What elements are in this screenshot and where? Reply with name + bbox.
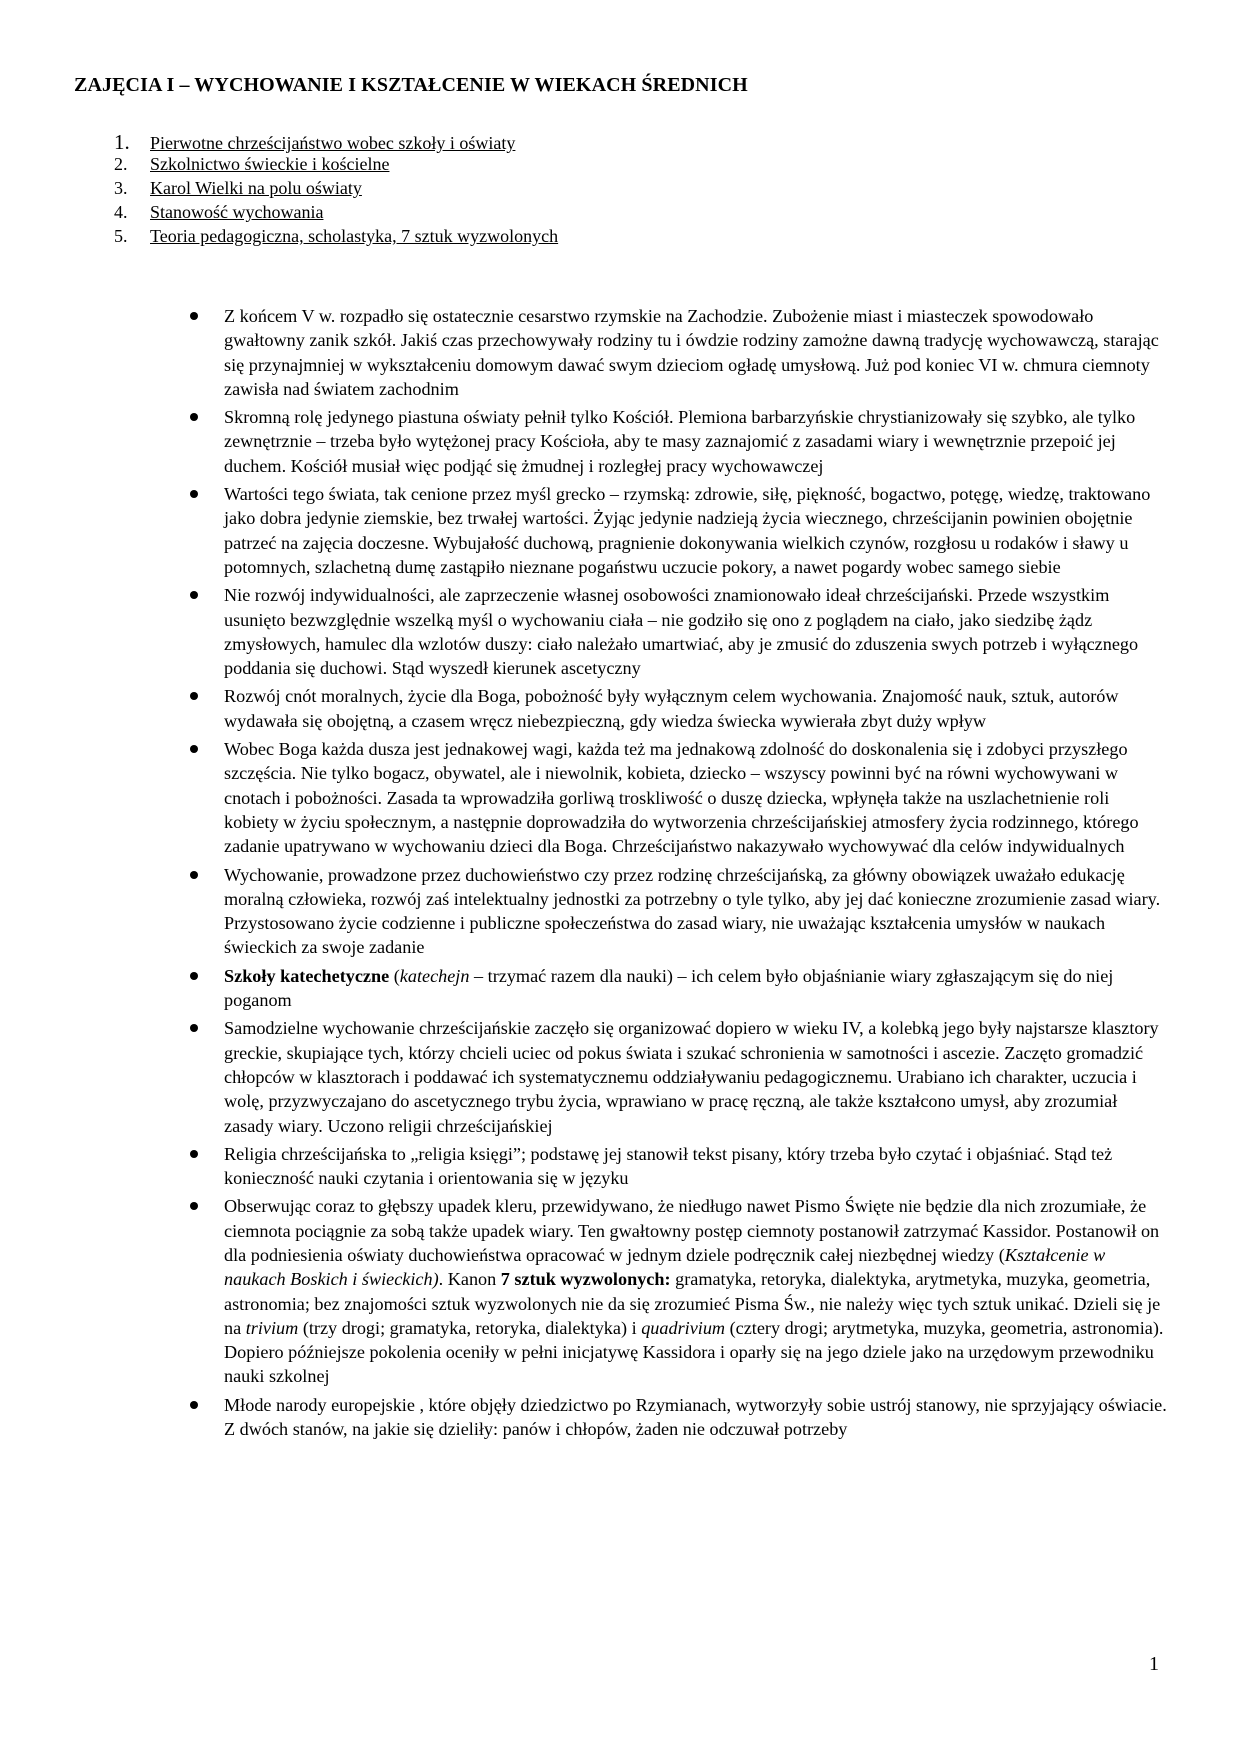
bullet-icon <box>190 1202 198 1210</box>
paragraph-text: Religia chrześcijańska to „religia księgi”; podstawę jej stanowił tekst pisany, który trzeba było czytać i objaśniać. Stąd też konieczność nauki czytania i orientowania się w języku <box>224 1143 1113 1189</box>
bullet-icon <box>190 312 198 320</box>
bullet-icon <box>190 745 198 753</box>
toc-number: 1. <box>114 130 130 154</box>
paragraph-text: trivium <box>245 1317 299 1338</box>
toc-item <box>74 130 774 154</box>
paragraph-text: gramatyka, retoryka, dialektyka, arytmetyka, muzyka, geometria, astronomia; bez znajomości sztuk wyzwolonych nie da się zrozumieć Pisma Św., nie należy więc tych sztuk unikać. Dzieli się je na <box>224 1269 1161 1338</box>
toc-link[interactable]: Stanowość wychowania <box>150 202 324 222</box>
toc-number: 4. <box>114 202 128 222</box>
bullet-icon <box>190 1024 198 1032</box>
toc-link[interactable]: Teoria pedagogiczna, scholastyka, 7 sztuk wyzwolonych <box>150 226 559 246</box>
bullet-icon <box>190 413 198 421</box>
paragraph-text: Skromną rolę jedynego piastuna oświaty pełnił tylko Kościół. Plemiona barbarzyńskie chrystianizowały się szybko, ale tylko zewnętrznie – trzeba było wytężonej pracy Kościoła, aby te masy zaznajomić z zasadami wiary i wewnętrznie przepoić jej duchem. Kościół musiał więc podjąć się żmudnej i rozległej pracy wychowawczej <box>224 407 1136 476</box>
paragraph-text: – trzymać razem dla nauki) – ich celem było objaśnianie wiary zgłaszającym się do niej poganom <box>224 965 1114 1011</box>
paragraph-text: Młode narody europejskie , które objęły dziedzictwo po Rzymianach, wytworzyły sobie ustrój stanowy, nie sprzyjający oświacie. Z dwóch stanów, na jakie się dzieliły: panów i chłopów, żaden nie odczuwał potrzeby <box>224 1394 1167 1440</box>
paragraph-text: katechejn <box>399 965 470 986</box>
bullet-icon <box>190 972 198 980</box>
bullet-paragraph <box>188 1194 1168 1388</box>
paragraph-text: Kształcenie w naukach Boskich i świeckich) <box>224 1244 1106 1290</box>
bullet-paragraph <box>188 304 1168 401</box>
paragraph-text: Z końcem V w. rozpadło się ostatecznie cesarstwo rzymskie na Zachodzie. Zubożenie miast i miasteczek spowodowało gwałtowny zanik szkół. Jakiś czas przechowywały rodziny tu i ówdzie rodziny zamożne dawną tradycję wychowawczą, starając się przynajmniej w wykształceniu domowym dawać swym dzieciom ogładę umysłową. Już pod koniec VI w. chmura ciemnoty zawisła nad światem zachodnim <box>224 306 1159 399</box>
bullet-paragraph <box>188 482 1168 579</box>
paragraph-text: (trzy drogi; gramatyka, retoryka, dialektyka) i <box>298 1317 642 1338</box>
paragraph-text: 7 sztuk wyzwolonych: <box>500 1269 671 1290</box>
bullet-paragraph <box>188 405 1168 478</box>
bullet-paragraph <box>188 684 1168 733</box>
page-title: ZAJĘCIA I – WYCHOWANIE I KSZTAŁCENIE W WIEKACH ŚREDNICH <box>74 74 748 96</box>
toc-item <box>74 202 774 226</box>
bullet-paragraph <box>188 863 1168 960</box>
table-of-contents <box>74 130 774 250</box>
toc-link[interactable]: Pierwotne chrześcijaństwo wobec szkoły i oświaty <box>150 133 516 153</box>
paragraph-text: Rozwój cnót moralnych, życie dla Boga, pobożność były wyłącznym celem wychowania. Znajomość nauk, sztuk, autorów wydawała się obojętną, a czasem wręcz niebezpieczną, gdy wiedza świecka wywierała zbyt duży wpływ <box>224 686 1119 731</box>
paragraph-text: quadrivium <box>641 1317 726 1338</box>
bullet-list <box>188 304 1168 1445</box>
bullet-paragraph <box>188 1016 1168 1137</box>
paragraph-text: Wychowanie, prowadzone przez duchowieństwo czy przez rodzinę chrześcijańską, za główny obowiązek uważało edukację moralną człowieka, rozwój zaś intelektualny jednostki za potrzebny o tyle tylko, aby jej dać konieczne zrozumienie zasad wiary. Przystosowano życie codzienne i publiczne społeczeństwa do zasad wiary, nie uważając kształcenia umysłów w naukach świeckich za swoje zadanie <box>224 864 1161 958</box>
paragraph-text: (cztery drogi; arytmetyka, muzyka, geometria, astronomia). Dopiero późniejsze pokolenia oceniły w pełni inicjatywę Kassidora i oparły się na jego dziele jako na urzędowym przewodniku nauki szkolnej <box>224 1317 1164 1387</box>
bullet-paragraph <box>188 964 1168 1013</box>
toc-number: 3. <box>114 178 128 198</box>
bullet-icon <box>190 692 198 700</box>
bullet-paragraph <box>188 1393 1168 1442</box>
paragraph-text: Wobec Boga każda dusza jest jednakowej wagi, każda też ma jednakową zdolność do doskonalenia się i zdobyci przyszłego szczęścia. Nie tylko bogacz, obywatel, ale i niewolnik, kobieta, dziecko – wszyscy powinni być na równi wychowywani w cnotach i pobożności. Zasada ta wprowadziła gorliwą troskliwość o duszę dziecka, wpłynęła także na uszlachetnienie roli kobiety w życiu społecznym, a następnie doprowadziła do wytworzenia chrześcijańskiej atmosfery życia rodzinnego, którego zadanie upatrywano w wychowaniu dzieci dla Boga. Chrześcijaństwo nakazywało wychowywać dla celów indywidualnych <box>224 739 1139 857</box>
toc-link[interactable]: Szkolnictwo świeckie i kościelne <box>150 154 390 174</box>
bullet-icon <box>190 1150 198 1158</box>
bullet-icon <box>190 871 198 879</box>
toc-item <box>74 226 774 250</box>
paragraph-text: Nie rozwój indywidualności, ale zaprzeczenie własnej osobowości znamionowało ideał chrześcijański. Przede wszystkim usunięto bezwzględnie wszelką myśl o wychowaniu ciała – nie godziło się ono z poglądem na ciało, jako siedzibę żądz zmysłowych, hamulec dla wzlotów duszy: ciało należało umartwiać, aby je zmusić do zduszenia swych potrzeb i wyłącznego poddania się duchowi. Stąd wyszedł kierunek ascetyczny <box>224 585 1139 679</box>
paragraph-text: Wartości tego świata, tak cenione przez myśl grecko – rzymską: zdrowie, siłę, piękność, bogactwo, potęgę, wiedzę, traktowano jako dobra jedynie ziemskie, bez trwałej wartości. Żyjąc jedynie nadzieją życia wiecznego, chrześcijanin powinien obojętnie patrzeć na zajęcia doczesne. Wybujałość duchową, pragnienie dokonywania wielkich czynów, rozgłosu u rodaków i sławy u potomnych, szlachetną dumę zastąpiło nieznane pogaństwu uczucie pokory, a nawet pogardy wobec samego siebie <box>224 484 1151 577</box>
paragraph-text: . Kanon <box>438 1269 501 1290</box>
toc-item <box>74 178 774 202</box>
toc-link[interactable]: Karol Wielki na polu oświaty <box>150 178 362 198</box>
toc-item <box>74 154 774 178</box>
toc-number: 2. <box>114 154 128 174</box>
bullet-paragraph <box>188 1142 1168 1191</box>
bullet-icon <box>190 591 198 599</box>
paragraph-text: Szkoły katechetyczne <box>224 965 390 986</box>
paragraph-text: ( <box>389 965 400 986</box>
paragraph-text: Obserwując coraz to głębszy upadek kleru, przewidywano, że niedługo nawet Pismo Święte nie będzie dla nich zrozumiałe, że ciemnota pociągnie za sobą także upadek wiary. Ten gwałtowny postęp ciemnoty postanowił zatrzymać Kassidor. Postanowił on dla podniesienia oświaty duchowieństwa opracować w jednym dziele podręcznik całej niezbędnej wiedzy ( <box>224 1196 1160 1265</box>
page-number: 1 <box>1149 1653 1159 1675</box>
bullet-paragraph <box>188 583 1168 680</box>
bullet-paragraph <box>188 737 1168 858</box>
bullet-icon <box>190 490 198 498</box>
toc-number: 5. <box>114 226 128 246</box>
bullet-icon <box>190 1401 198 1409</box>
paragraph-text: Samodzielne wychowanie chrześcijańskie zaczęło się organizować dopiero w wieku IV, a kolebką jego były najstarsze klasztory greckie, skupiające tych, którzy chcieli uciec od pokus świata i szukać schronienia w samotności i ascezie. Zaczęto gromadzić chłopców w klasztorach i poddawać ich systematycznemu oddziaływaniu pedagogicznemu. Urabiano ich charakter, uczucia i wolę, przyzwyczajano do ascetycznego trybu życia, wprawiano w pracę ręczną, ale także kształcono umysł, aby zrozumiał zasady wiary. Uczono religii chrześcijańskiej <box>224 1018 1159 1136</box>
